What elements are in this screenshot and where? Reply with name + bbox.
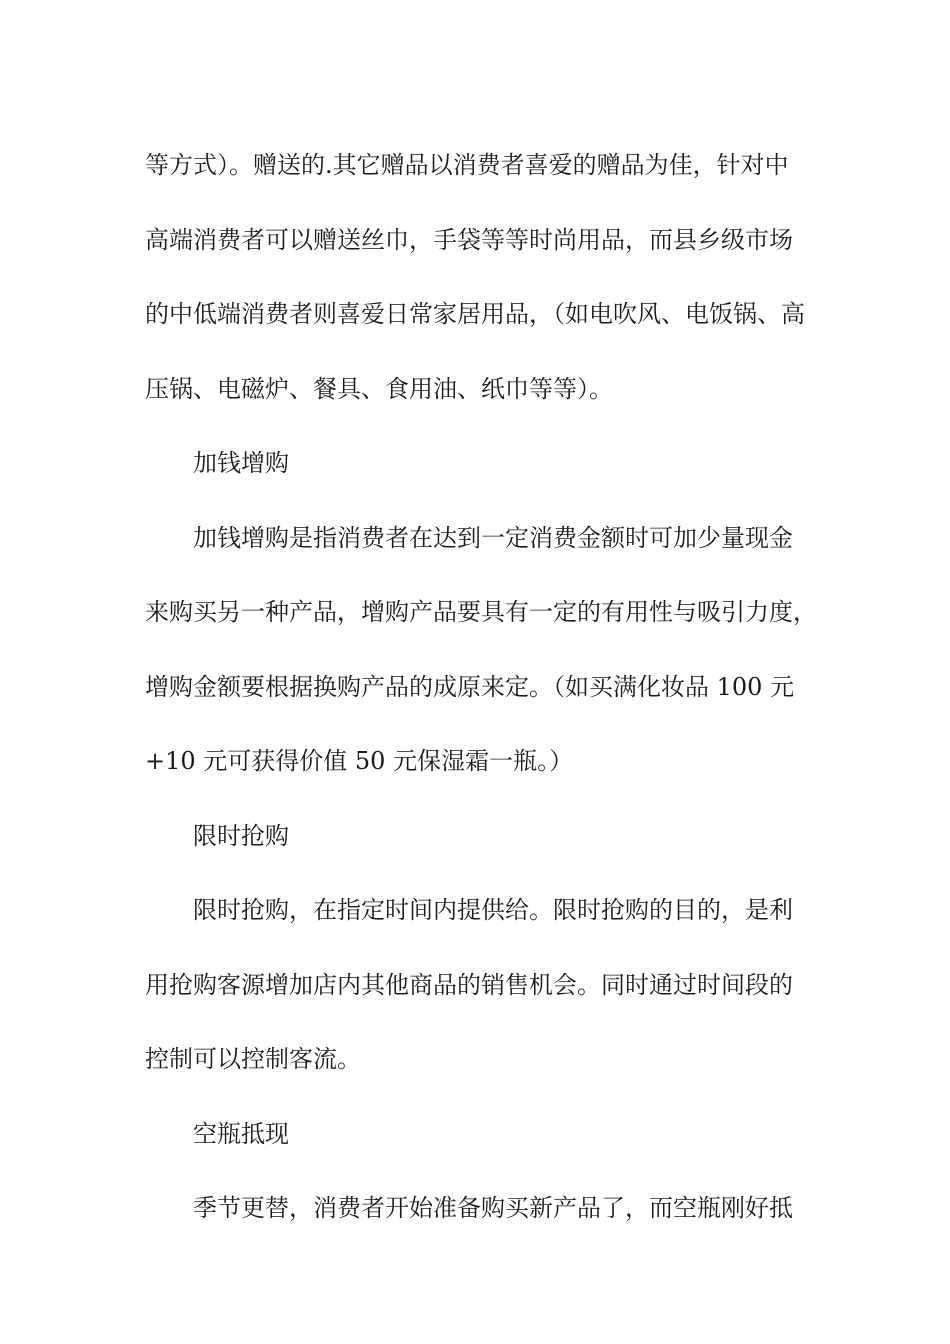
paragraph-line: 增购金额要根据换购产品的成原来定。（如买满化妆品 100 元 (145, 672, 795, 701)
paragraph-line: 压锅、电磁炉、餐具、食用油、纸巾等等）。 (145, 374, 613, 403)
section-heading: 限时抢购 (193, 821, 289, 850)
paragraph-line: 控制可以控制客流。 (145, 1045, 361, 1073)
paragraph-line: 等方式）。赠送的.其它赠品以消费者喜爱的赠品为佳，针对中 (145, 151, 789, 179)
paragraph-line: 限时抢购，在指定时间内提供给。限时抢购的目的，是利 (193, 896, 793, 924)
paragraph-line: 来购买另一种产品，增购产品要具有一定的有用性与吸引力度， (145, 598, 817, 626)
paragraph-line: 加钱增购是指消费者在达到一定消费金额时可加少量现金 (193, 523, 793, 552)
section-heading: 空瓶抵现 (193, 1119, 289, 1148)
paragraph-line: 高端消费者可以赠送丝巾，手袋等等时尚用品，而县乡级市场 (145, 225, 793, 254)
paragraph-line: 季节更替，消费者开始准备购买新产品了，而空瓶刚好抵 (193, 1194, 793, 1222)
section-heading: 加钱增购 (193, 449, 289, 477)
document-body (145, 128, 825, 1246)
paragraph-line: +10 元可获得价值 50 元保湿霜一瓶。） (145, 747, 574, 775)
paragraph-line: 的中低端消费者则喜爱日常家居用品，（如电吹风、电饭锅、高 (145, 300, 805, 328)
paragraph-line: 用抢购客源增加店内其他商品的销售机会。同时通过时间段的 (145, 970, 793, 999)
